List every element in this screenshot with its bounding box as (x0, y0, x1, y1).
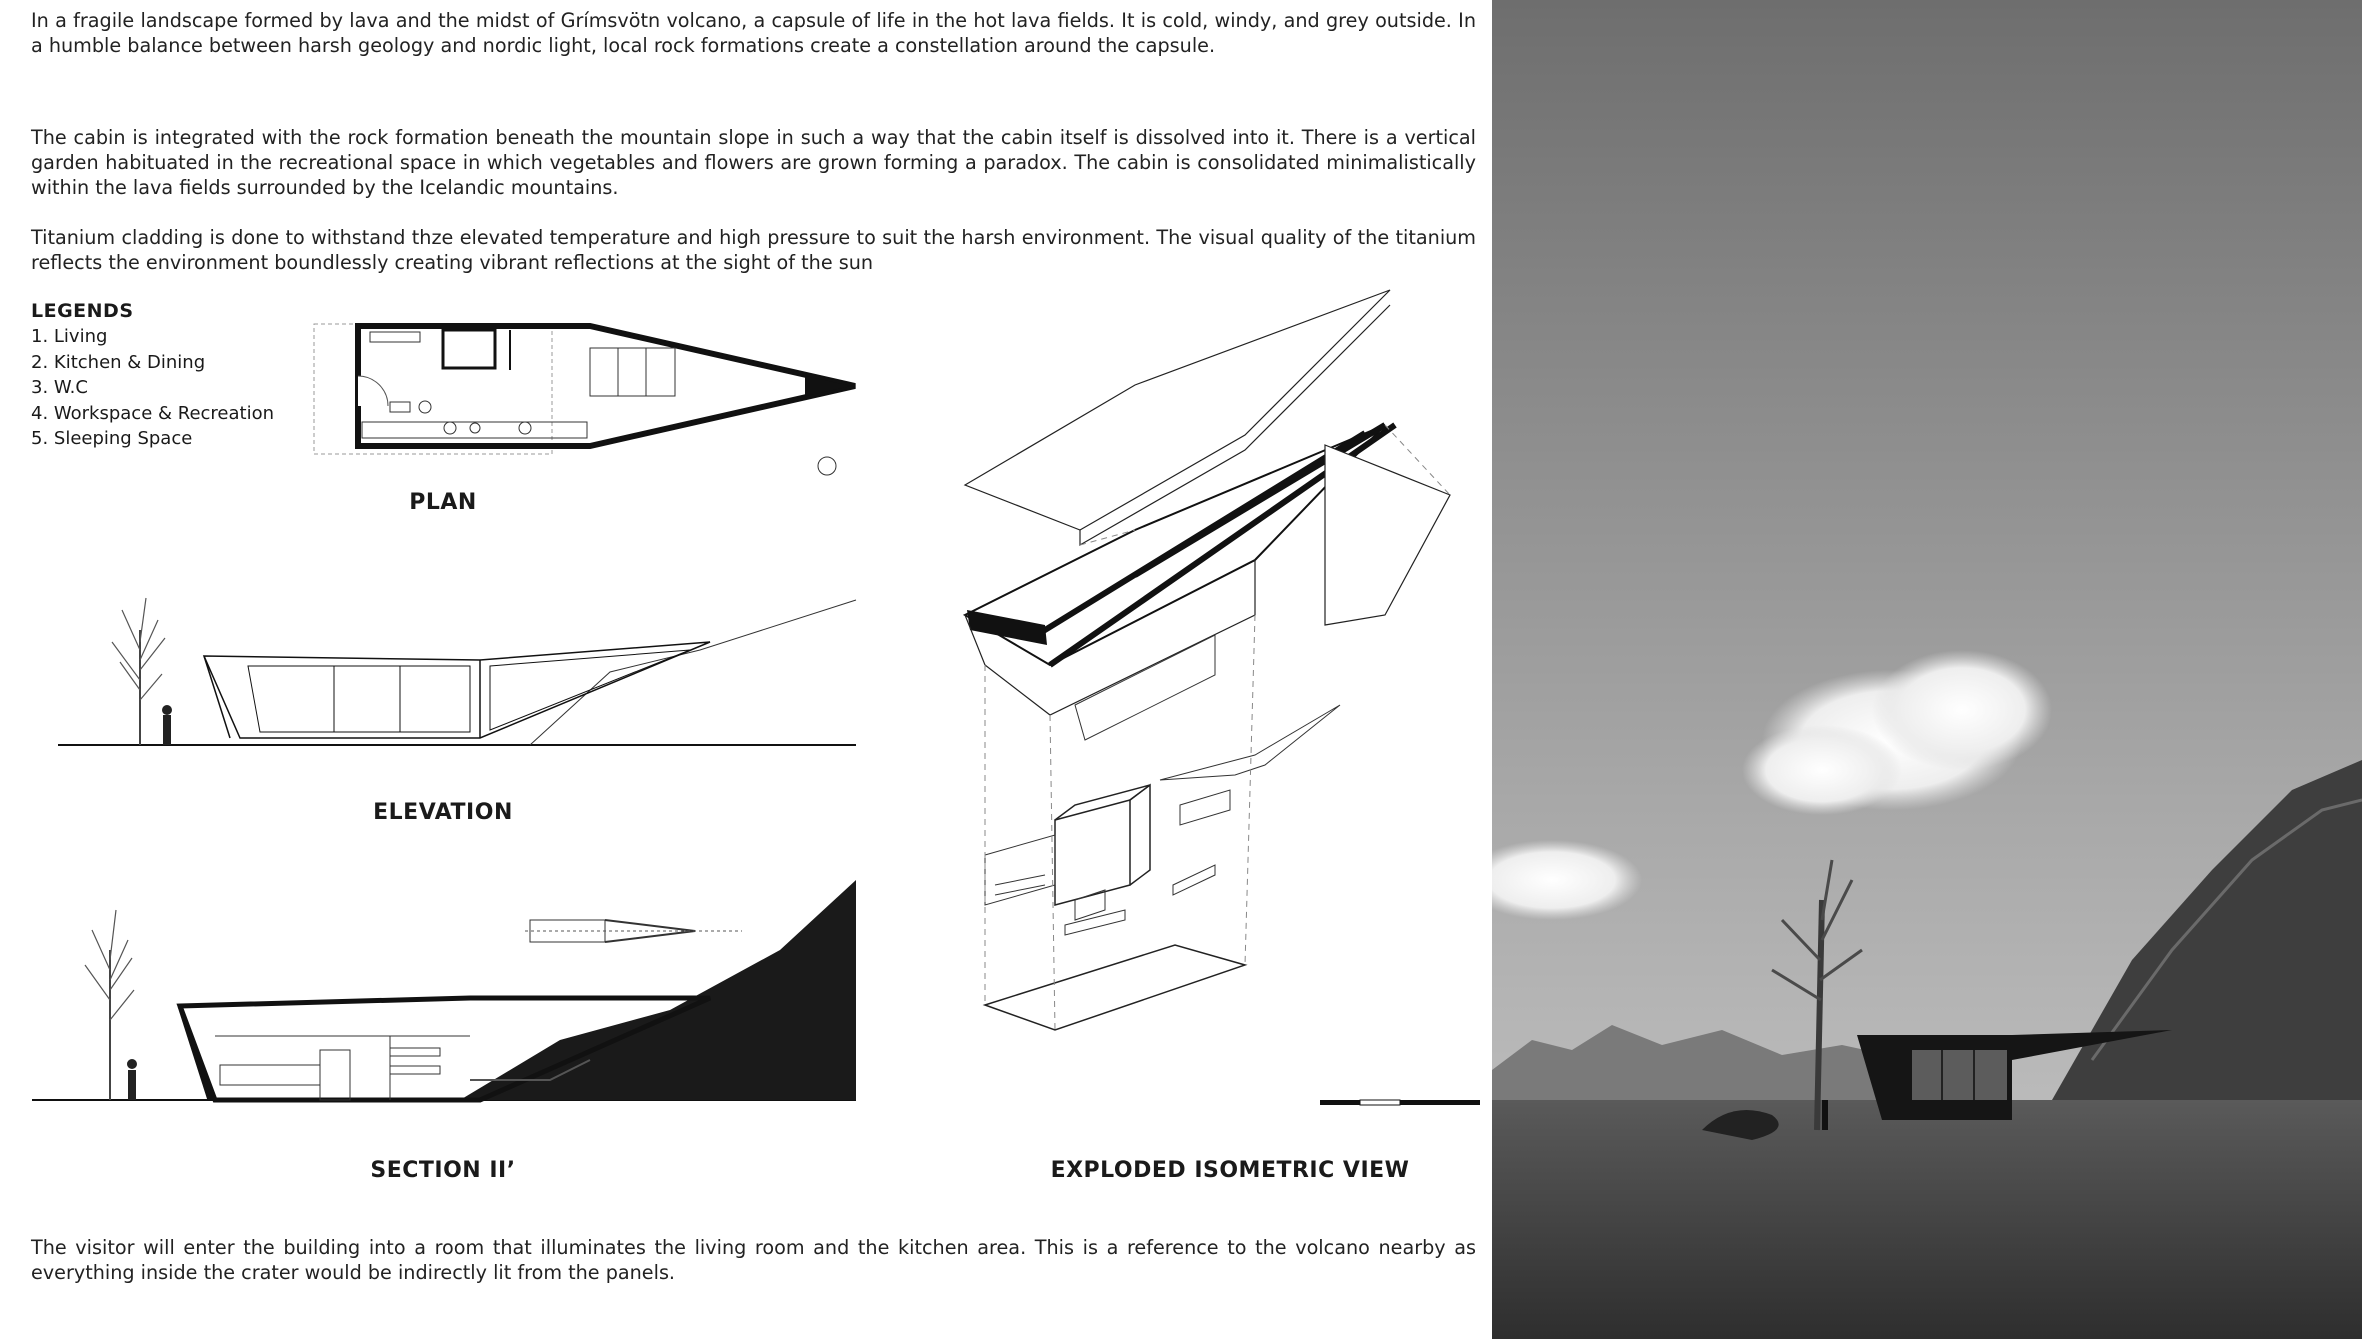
cabin-render-photo (1492, 0, 2362, 1339)
exploded-caption: EXPLODED ISOMETRIC VIEW (1050, 1158, 1410, 1183)
legend-item-wc: 3. W.C (31, 377, 88, 398)
landscape-illustration (1492, 0, 2362, 1339)
legend (31, 300, 274, 452)
legend-item-kitchen: 2. Kitchen & Dining (31, 351, 206, 373)
exploded-isometric-drawing (955, 285, 1480, 1105)
integration-paragraph: The cabin is integrated with the rock formation beneath the mountain slope in such a way that the cabin itself is dissolved into it. There is a vertical garden habituated in the recreational space in which vegetables and flowers are grown forming a paradox. The cabin is consolidated minimalistically within the lava fields surrounded by the Icelandic mountains. (31, 126, 1476, 199)
section-drawing (30, 870, 860, 1110)
plan-caption: PLAN (409, 490, 477, 515)
legend-item-sleeping: 5. Sleeping Space (31, 428, 193, 449)
elevation-caption: ELEVATION (373, 800, 513, 825)
section-caption: SECTION II’ (370, 1158, 516, 1183)
elevation-drawing (50, 590, 860, 750)
cladding-paragraph: Titanium cladding is done to withstand thze elevated temperature and high pressure to suit the harsh environment. The visual quality of the titanium reflects the environment boundlessly creating vibrant reflections at the sight of the sun (31, 226, 1476, 274)
plan-drawing (300, 310, 860, 470)
legend-title: LEGENDS (31, 300, 134, 322)
intro-paragraph: In a fragile landscape formed by lava and the midst of Grímsvötn volcano, a capsule of life in the hot lava fields. It is cold, windy, and grey outside. In a humble balance between harsh geology and nordic light, local rock formations create a constellation around the capsule. (31, 9, 1476, 57)
visitor-paragraph: The visitor will enter the building into a room that illuminates the living room and the kitchen area. This is a reference to the volcano nearby as everything inside the crater would be indirectly lit from the panels. (31, 1236, 1476, 1284)
legend-item-living: 1. Living (31, 326, 108, 347)
legend-item-workspace: 4. Workspace & Recreation (31, 402, 275, 424)
